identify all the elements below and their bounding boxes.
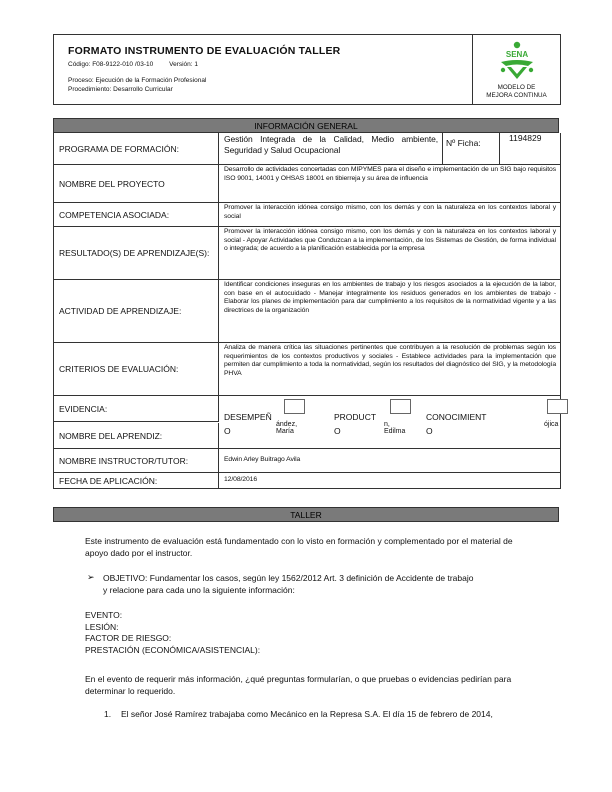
aprendiz-name-3: ójica	[544, 421, 559, 428]
objetivo-line-2: y relacione para cada uno la siguiente información:	[103, 584, 295, 595]
desempeno-label: DESEMPEÑO	[224, 412, 272, 436]
competencia-label: COMPETENCIA ASOCIADA:	[54, 203, 219, 226]
document-version: Versión: 1	[169, 61, 199, 68]
actividad-label: ACTIVIDAD DE APRENDIZAJE:	[54, 280, 219, 342]
pregunta-text: En el evento de requerir más información, ¿qué preguntas formularían, o que pruebas o evidencias pedirían para determinar lo requerido.	[85, 674, 512, 696]
instructor-value: Edwin Arley Buitrago Avila	[224, 456, 301, 463]
proyecto-label: NOMBRE DEL PROYECTO	[54, 165, 219, 202]
resultados-value: Promover la interacción idónea consigo mismo, con los demás y con la naturaleza en los contextos laboral y social - Apoyar Actividades que Conduzcan a la implementación, de los Sistemas de Gestión, de forma individual o integrada; de acuerdo a la planificación establecida por la empresa	[224, 228, 556, 253]
aprendiz-name-1: ández, María	[276, 421, 298, 435]
aprendiz-name-2: n, Edilma	[384, 421, 406, 435]
document-header	[53, 34, 561, 105]
info-table	[53, 133, 561, 489]
desempeno-checkbox[interactable]	[284, 399, 305, 414]
programa-value: Gestión Integrada de la Calidad, Medio ambiente, Seguridad y Salud Ocupacional	[224, 134, 438, 155]
ficha-value: 1194829	[509, 133, 542, 143]
row-fecha	[54, 473, 560, 489]
taller-intro: Este instrumento de evaluación está fundamentado con lo visto en formación y complementado por el material de apoyo dado por el instructor.	[85, 536, 513, 558]
actividad-value: Identificar condiciones inseguras en los ambientes de trabajo y los riesgos asociados a la ejecución de la labor, con base en el autocuidado - Manejar integralmente los residuos generados en los ambientes de trabajo - Elaborar los planes de implementación para dar cumplimiento a los requisitos de la normatividad vigente y a las directrices de la organización	[224, 281, 556, 315]
svg-text:SENA: SENA	[505, 50, 529, 59]
evento-label: EVENTO:	[85, 610, 123, 620]
row-competencia	[54, 203, 560, 227]
row-actividad	[54, 280, 560, 343]
document-title: FORMATO INSTRUMENTO DE EVALUACIÓN TALLER	[68, 45, 341, 57]
info-fields-list	[85, 610, 385, 656]
producto-checkbox[interactable]	[390, 399, 411, 414]
row-criterios	[54, 343, 560, 396]
objetivo-line-1: OBJETIVO: Fundamentar los casos, según ley 1562/2012 Art. 3 definición de Accidente de trabajo	[103, 573, 474, 583]
proceso-text: Proceso: Ejecución de la Formación Profesional	[68, 77, 207, 84]
competencia-value: Promover la interacción idónea consigo mismo, con los demás y con la naturaleza en los contextos laboral y social	[224, 204, 556, 220]
header-logo-block	[473, 35, 560, 104]
criterios-label: CRITERIOS DE EVALUACIÓN:	[54, 343, 219, 395]
row-evidencia	[54, 396, 560, 449]
evidencia-label: EVIDENCIA:	[54, 396, 219, 422]
aprendiz-label: NOMBRE DEL APRENDIZ:	[54, 423, 219, 448]
factor-label: FACTOR DE RIESGO:	[85, 633, 172, 643]
row-instructor	[54, 449, 560, 473]
prestacion-label: PRESTACIÓN (ECONÓMICA/ASISTENCIAL):	[85, 644, 261, 655]
model-caption: MODELO DE MEJORA CONTINUA	[486, 84, 547, 99]
taller-section-title: TALLER	[53, 507, 559, 522]
ficha-label: Nº Ficha:	[442, 133, 500, 164]
conocimiento-label: CONOCIMIENTO	[426, 412, 487, 436]
row-proyecto	[54, 165, 560, 203]
evidence-checkboxes	[224, 396, 560, 448]
procedimiento-text: Procedimiento: Desarrollo Curricular	[68, 86, 173, 93]
fecha-label: FECHA DE APLICACIÓN:	[54, 473, 219, 488]
producto-label: PRODUCTO	[334, 412, 377, 436]
info-section-title: INFORMACIÓN GENERAL	[53, 118, 559, 133]
programa-label: PROGRAMA DE FORMACIÓN:	[54, 133, 219, 164]
document-code: Código: F08-9122-010 /03-10	[68, 61, 154, 68]
header-info	[54, 35, 473, 104]
row-resultados	[54, 227, 560, 280]
case-text: El señor José Ramírez trabajaba como Mecánico en la Represa S.A. El día 15 de febrero de 2014,	[121, 709, 493, 719]
case-number: 1.	[104, 709, 112, 719]
sena-logo-icon	[495, 40, 539, 80]
fecha-value: 12/08/2016	[224, 476, 258, 483]
lesion-label: LESIÓN:	[85, 621, 119, 632]
arrow-bullet-icon: ➢	[87, 572, 95, 582]
conocimiento-checkbox[interactable]	[547, 399, 568, 414]
instructor-label: NOMBRE INSTRUCTOR/TUTOR:	[54, 449, 219, 472]
row-programa	[54, 133, 560, 165]
objetivo-block	[103, 573, 543, 596]
criterios-value: Analiza de manera crítica las situaciones pertinentes que contribuyen a la resolución de problemas según los requerimientos de los contextos productivos y sociales - Establece actividades para la implementación que permiten dar cumplimiento a toda la normatividad, según los resultados del diagnóstico del SIG, y la metodología PHVA	[224, 344, 556, 378]
proyecto-value: Desarrollo de actividades concertadas con MIPYMES para el diseño e implementación de un SIG bajo requisitos ISO 9001, 14001 y OHSAS 18001 en tibierreja y su área de influencia	[224, 166, 556, 182]
process-info	[68, 76, 206, 94]
document-code-line	[68, 61, 212, 68]
resultados-label: RESULTADO(S) DE APRENDIZAJE(S):	[54, 227, 219, 279]
